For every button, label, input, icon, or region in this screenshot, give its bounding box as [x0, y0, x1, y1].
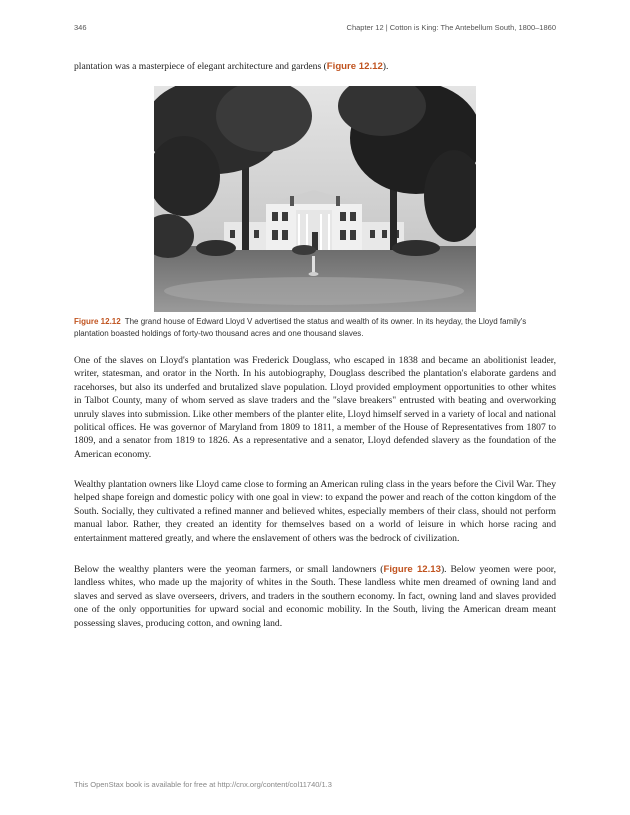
page-number: 346 [74, 23, 87, 32]
intro-text: plantation was a masterpiece of elegant architecture and gardens ( [74, 61, 327, 72]
figure-caption [74, 316, 556, 339]
intro-text-end: ). [382, 61, 389, 72]
chapter-header: Chapter 12 | Cotton is King: The Antebellum South, 1800–1860 [346, 23, 556, 32]
plantation-house-photo [154, 86, 476, 312]
paragraph-2: Wealthy plantation owners like Lloyd came close to forming an American ruling class in the years before the Civil War. They helped shape foreign and domestic policy with one goal in view: to expand the power and reach of the cotton kingdom of the South. Socially, they cultivated a refined manner and believed whites, especially members of their class, should not perform manual labor. Rather, they created an identity for themselves based on a world of leisure in which horse racing and entertainment mattered greatly, and where the enslavement of others was the bedrock of civilization. [74, 479, 556, 544]
figure-link-12-13[interactable]: Figure 12.13 [383, 564, 441, 575]
figure-label: Figure 12.12 [74, 317, 121, 326]
intro-paragraph [74, 60, 556, 73]
paragraph-3-text: Below the wealthy planters were the yeoman farmers, or small landowners ( [74, 564, 384, 575]
paragraph-3-text-end: ). Below yeomen were poor, landless whites, who made up the majority of whites in the South. These landless white men dreamed of owning land and slaves and served as slave overseers, drivers, and traders in the southern economy. In fact, owning land and slaves provided one of the only opportunities for upward social and economic mobility. In the South, living the American dream meant possessing slaves, producing cotton, and owning land. [74, 564, 556, 629]
page-footer: This OpenStax book is available for free at http://cnx.org/content/col11740/1.3 [74, 780, 332, 789]
paragraph-3 [74, 563, 556, 630]
figure-link-12-12[interactable]: Figure 12.12 [326, 61, 383, 72]
figure-caption-text: The grand house of Edward Lloyd V advertised the status and wealth of its owner. In its heyday, the Lloyd family's plantation boasted holdings of forty-two thousand acres and one thousand slaves. [74, 317, 527, 338]
paragraph-1: One of the slaves on Lloyd's plantation was Frederick Douglass, who escaped in 1838 and became an abolitionist leader, writer, statesman, and orator in the North. In his autobiography, Douglass described the plantation's elaborate gardens and racehorses, but also its underfed and brutalized slave population. Lloyd provided employment opportunities to other whites in Talbot County, many of whom served as slave traders and the "slave breakers" entrusted with beating and overworking unruly slaves into submission. Like other members of the planter elite, Lloyd himself served in a variety of local and national political offices. He was governor of Maryland from 1809 to 1811, a member of the House of Representatives from 1807 to 1809, and a senator from 1819 to 1826. As a representative and a senator, Lloyd defended slavery as the foundation of the American economy. [74, 355, 556, 460]
